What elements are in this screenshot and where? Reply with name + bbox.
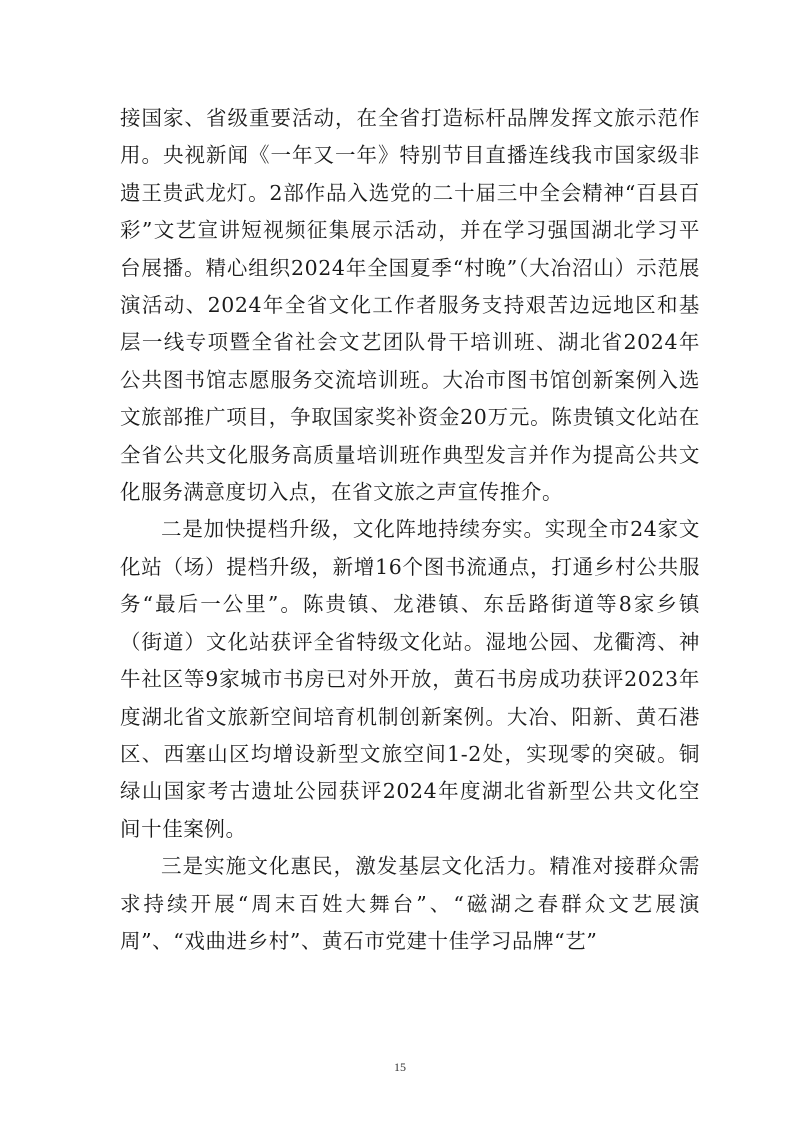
paragraph-3: 三是实施文化惠民，激发基层文化活力。精准对接群众需求持续开展“周末百姓大舞台”、“磁湖之春群众文艺展演周”、“戏曲进乡村”、黄石市党建十佳学习品牌“艺”	[120, 854, 700, 953]
page-number: 15	[394, 1060, 406, 1074]
document-body	[120, 100, 700, 960]
paragraph-2: 二是加快提档升级，文化阵地持续夯实。实现全市24家文化站（场）提档升级，新增16个图书流通点，打通乡村公共服务“最后一公里”。陈贵镇、龙港镇、东岳路街道等8家乡镇（街道）文化站获评全省特级文化站。湿地公园、龙衢湾、神牛社区等9家城市书房已对外开放，黄石书房成功获评2023年度湖北省文旅新空间培育机制创新案例。大冶、阳新、黄石港区、西塞山区均增设新型文旅空间1-2处，实现零的突破。铜绿山国家考古遗址公园获评2024年度湖北省新型公共文化空间十佳案例。	[120, 517, 700, 841]
paragraph-1: 接国家、省级重要活动，在全省打造标杆品牌发挥文旅示范作用。央视新闻《一年又一年》特别节目直播连线我市国家级非遗王贵武龙灯。2部作品入选党的二十届三中全会精神“百县百彩”文艺宣讲短视频征集展示活动，并在学习强国湖北学习平台展播。精心组织2024年全国夏季“村晚”（大冶沼山）示范展演活动、2024年全省文化工作者服务支持艰苦边远地区和基层一线专项暨全省社会文艺团队骨干培训班、湖北省2024年公共图书馆志愿服务交流培训班。大冶市图书馆创新案例入选文旅部推广项目，争取国家奖补资金20万元。陈贵镇文化站在全省公共文化服务高质量培训班作典型发言并作为提高公共文化服务满意度切入点，在省文旅之声宣传推介。	[120, 106, 700, 505]
